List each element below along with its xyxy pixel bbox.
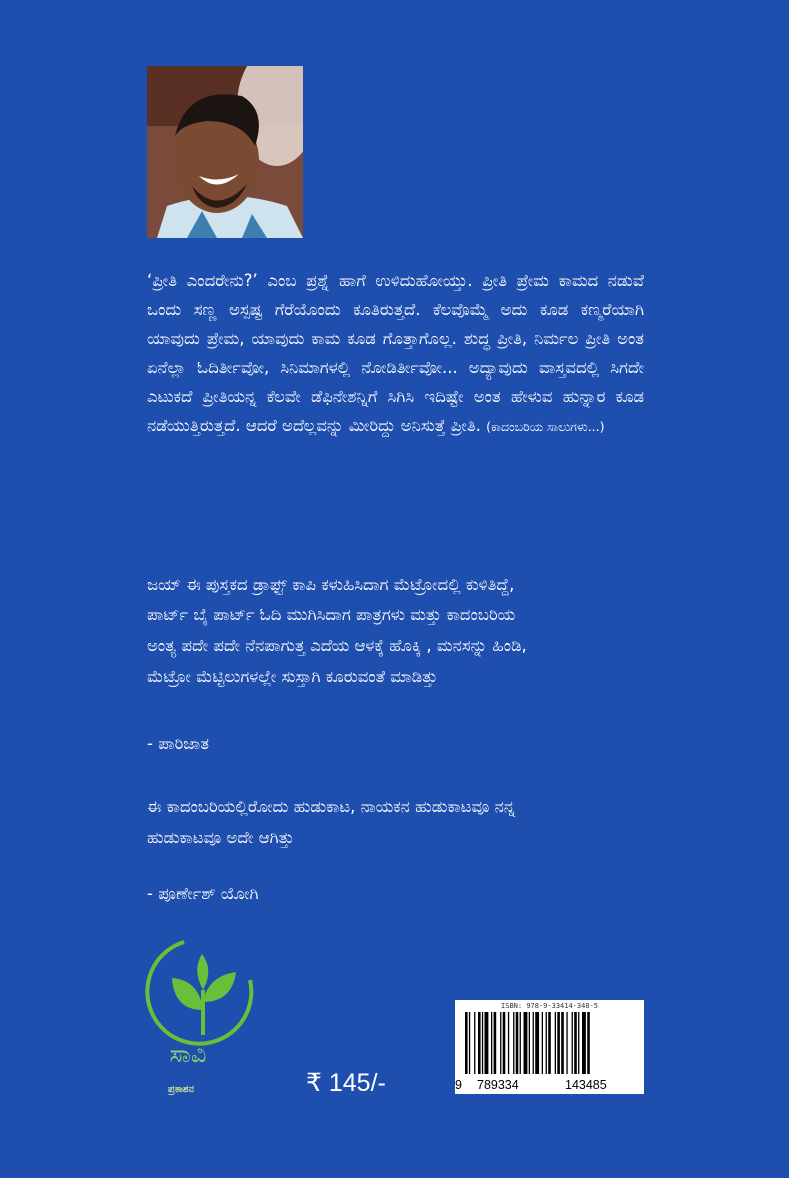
barcode-bar [561,1012,564,1074]
barcode-bar [494,1012,497,1074]
barcode-bar [582,1012,586,1074]
price: ₹ 145/- [306,1069,386,1097]
publisher-logo [144,930,262,1100]
barcode-bar [516,1012,519,1074]
barcode-bar [557,1012,560,1074]
logo-text: ಸಾವಿ [169,1040,207,1068]
barcode-bar [572,1012,573,1074]
barcode-bar [503,1012,506,1074]
barcode-bar [535,1012,539,1074]
back-cover-blurb [147,266,644,441]
isbn-digit-group1: 789334 [477,1078,519,1092]
barcode-bar [500,1012,501,1074]
author-photo [147,66,303,238]
barcode-bar [482,1012,483,1074]
barcode-bar [474,1012,475,1074]
review-line: ಈ ಕಾದಂಬರಿಯಲ್ಲಿರೋದು ಹುಡುಕಾಟ, ನಾಯಕನ ಹುಡುಕಾಟವೂ ನನ್ನ [147,797,516,816]
barcode-bar [485,1012,489,1074]
barcode-bar [578,1012,579,1074]
review-line: ಜಯ್ ಈ ಪುಸ್ತಕದ ಡ್ರಾಫ್ಟ್ ಕಾಪಿ ಕಳುಹಿಸಿದಾಗ ಮೆಟ್ರೋದಲ್ಲಿ ಕುಳಿತಿದ್ದೆ, [147,575,515,594]
barcode-bars [463,1012,638,1074]
barcode-bar [548,1012,551,1074]
isbn-digit-first: 9 [455,1078,462,1092]
barcode-bar [513,1012,514,1074]
isbn-barcode [455,1000,644,1094]
barcode-bar [465,1012,468,1074]
barcode-bar [469,1012,470,1074]
barcode-bar [566,1012,567,1074]
barcode-bar [555,1012,556,1074]
isbn-digit-group2: 143485 [565,1078,607,1092]
barcode-bar [542,1012,543,1074]
review-line: ಹುಡುಕಾಟವೂ ಅದೇ ಆಗಿತ್ತು [147,828,294,847]
barcode-bar [574,1012,577,1074]
barcode-bar [533,1012,534,1074]
barcode-bar [546,1012,547,1074]
review-signature: - ಪಾರಿಜಾತ [147,734,209,753]
barcode-bar [524,1012,528,1074]
review-line: ಅಂತ್ಯ ಪದೇ ಪದೇ ನೆನಪಾಗುತ್ತ ಎದೆಯ ಆಳಕ್ಕೆ ಹೊಕ್ಕಿ , ಮನಸನ್ನು ಹಿಂಡಿ, [147,636,527,655]
barcode-bar [478,1012,481,1074]
barcode-bar [491,1012,492,1074]
barcode-bar [520,1012,521,1074]
review-line: ಮೆಟ್ರೋ ಮೆಟ್ಟಿಲುಗಳಲ್ಲೇ ಸುಸ್ತಾಗಿ ಕೂರುವಂತೆ ಮಾಡಿತ್ತು [147,667,438,686]
barcode-bar [529,1012,530,1074]
blurb-note: (ಕಾದಂಬರಿಯ ಸಾಲುಗಳು...) [486,419,605,434]
isbn-label: ISBN: 978-9-33414-348-5 [501,1002,598,1010]
barcode-bar [508,1012,509,1074]
barcode-bar [587,1012,590,1074]
review-line: ಪಾರ್ಟ್ ಬೈ ಪಾರ್ಟ್ ಓದಿ ಮುಗಿಸಿದಾಗ ಪಾತ್ರಗಳು ಮತ್ತು ಕಾದಂಬರಿಯ [147,605,516,624]
review-signature: - ಪೂರ್ಣೇಶ್ ಯೋಗಿ [147,884,259,903]
blurb-text: ‘ಪ್ರೀತಿ ಎಂದರೇನು?’ ಎಂಬ ಪ್ರಶ್ನೆ ಹಾಗೆ ಉಳಿದುಹೋಯ್ತು. ಪ್ರೀತಿ ಪ್ರೇಮ ಕಾಮದ ನಡುವೆ ಒಂದು ಸಣ್ಣ ಅಸ್ಪಷ್ಟ ಗೆರೆಯೊಂದು ಕೂತಿರುತ್ತದೆ. ಕೆಲವೊಮ್ಮೆ ಅದು ಕೂಡ ಕಣ್ಮರೆಯಾಗಿ ಯಾವುದು ಪ್ರೇಮ, ಯಾವುದು ಕಾಮ ಕೂಡ ಗೊತ್ತಾಗೊಲ್ಲ. ಶುದ್ಧ ಪ್ರೀತಿ, ನಿರ್ಮಲ ಪ್ರೀತಿ ಅಂತ ಏನೆಲ್ಲಾ ಓದಿರ್ತೀವೋ, ಸಿನಿಮಾಗಳಲ್ಲಿ ನೋಡಿರ್ತೀವೋ... ಅದ್ಯಾವುದು ವಾಸ್ತವದಲ್ಲಿ ಸಿಗದೇ ಎಟುಕದೆ ಪ್ರೀತಿಯನ್ನ ಕೆಲವೇ ಡೆಫಿನೇಶನ್ನಿಗೆ ಸಿಗಿಸಿ ಇದಿಷ್ಟೇ ಅಂತ ಹೇಳುವ ಹುನ್ನಾರ ಕೂಡ ನಡೆಯುತ್ತಿರುತ್ತದೆ. ಆದರೆ ಅದೆಲ್ಲವನ್ನು ಮೀರಿದ್ದು ಅನಿಸುತ್ತೆ ಪ್ರೀತಿ. [147,271,644,435]
publisher-label: ಪ್ರಕಾಶನ [168,1084,194,1095]
